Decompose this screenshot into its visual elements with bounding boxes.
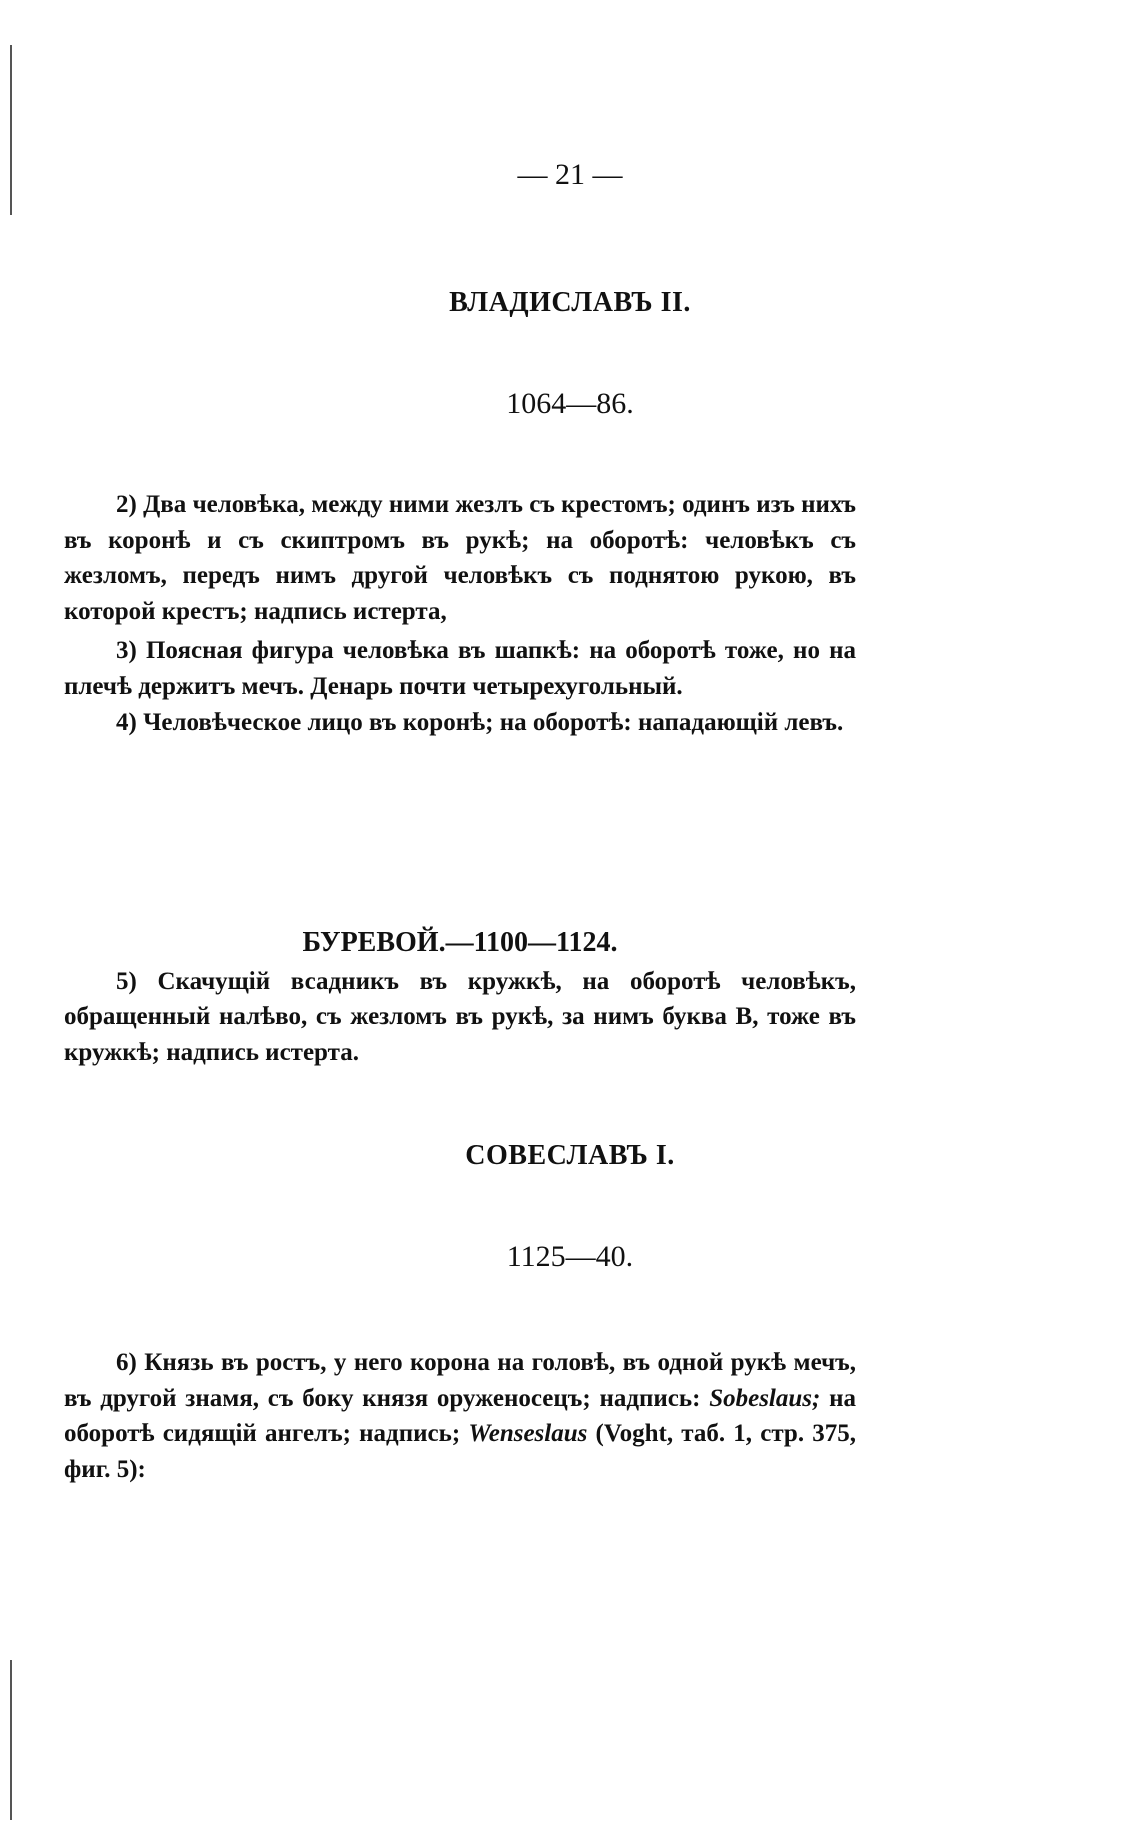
ruler-heading: БУРЕВОЙ.—1100—1124. — [302, 927, 618, 958]
page-number: — 21 — — [517, 158, 623, 191]
catalog-entry — [64, 705, 856, 741]
ruler-heading: ВЛАДИСЛАВЪ II. — [449, 287, 691, 318]
entry-text: 5) Скачущій всадникъ въ кружкѣ, на оборотѣ человѣкъ, обращенный налѣво, съ жезломъ въ рукѣ, за нимъ буква В, тоже въ кружкѣ; надпись истерта. — [64, 967, 856, 1066]
reign-years: 1064—86. — [506, 387, 634, 420]
entry-text-part: 6) Князь въ ростъ, у него корона на головѣ, въ одной рукѣ мечъ, въ другой знамя, съ боку князя оруженосецъ; надпись: — [64, 1349, 856, 1412]
catalog-entry — [64, 633, 856, 704]
entry-text-part: (Voght, таб. 1, стр. 375, фиг. 5): — [64, 1420, 857, 1483]
entry-text — [64, 1345, 856, 1487]
coin-legend: Wenseslaus — [468, 1420, 588, 1447]
reign-years: 1125—40. — [506, 1240, 634, 1273]
catalog-entry — [64, 487, 856, 629]
catalog-entry — [64, 1345, 856, 1487]
catalog-section — [64, 925, 856, 1070]
scan-edge-line — [10, 1660, 12, 1820]
ruler-heading: СОВЕСЛАВЪ I. — [465, 1140, 675, 1171]
entry-text: 3) Поясная фигура человѣка въ шапкѣ: на оборотѣ тоже, но на плечѣ держитъ мечъ. Денарь почти четырехугольный. — [64, 637, 856, 700]
entry-text-part: на оборотѣ сидящій ангелъ; надпись; — [64, 1384, 856, 1447]
entry-text: 4) Человѣческое лицо въ коронѣ; на оборотѣ: нападающій левъ. — [116, 709, 844, 736]
coin-legend: Sobeslaus; — [709, 1384, 821, 1412]
entry-text: 2) Два человѣка, между ними жезлъ съ крестомъ; одинъ изъ нихъ въ коронѣ и съ скиптромъ въ рукѣ; на оборотѣ: человѣкъ съ жезломъ, передъ нимъ другой человѣкъ съ поднятою рукою, въ которой крестъ; надпись истерта, — [64, 491, 856, 625]
